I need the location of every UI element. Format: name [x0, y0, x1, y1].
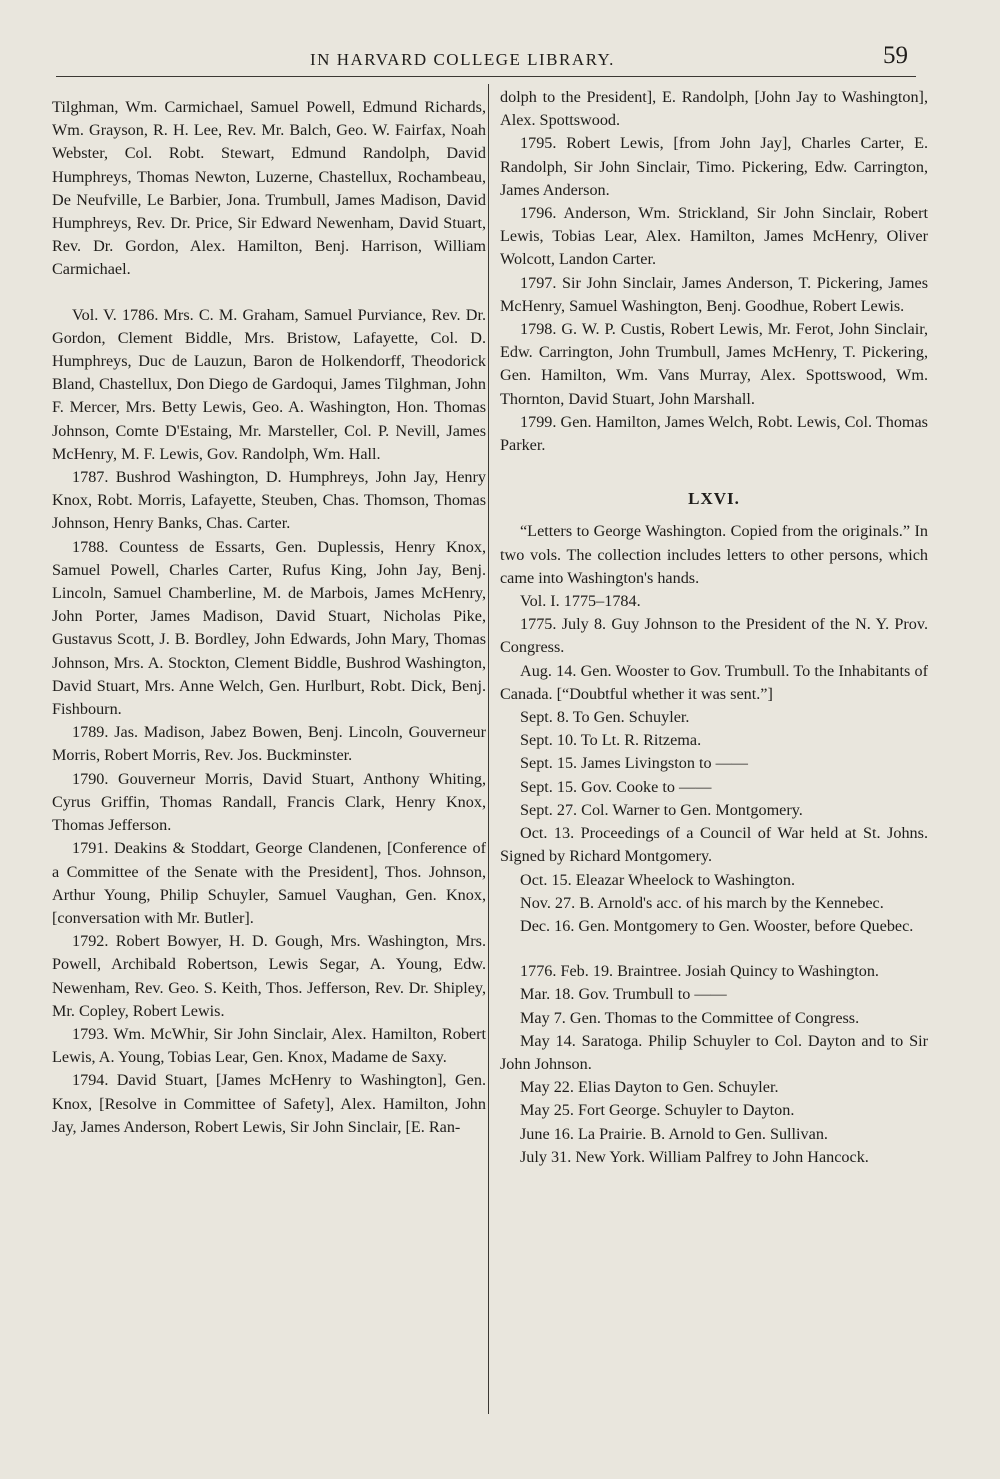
paragraph-1795: 1795. Robert Lewis, [from John Jay], Charles Carter, E. Randolph, Sir John Sinclair, Timo. Pickering, Edw. Carrington, James Anderson.: [500, 134, 928, 199]
entry: Aug. 14. Gen. Wooster to Gov. Trumbull. To the Inhabitants of Canada. [“Doubtful whether it was sent.”]: [500, 661, 928, 703]
column-divider: [488, 84, 489, 1414]
running-header: IN HARVARD COLLEGE LIBRARY.: [310, 50, 615, 69]
paragraph-1799: 1799. Gen. Hamilton, James Welch, Robt. Lewis, Col. Thomas Parker.: [500, 412, 928, 455]
entry: Dec. 16. Gen. Montgomery to Gen. Wooster, before Quebec.: [520, 916, 914, 935]
paragraph-1789: 1789. Jas. Madison, Jabez Bowen, Benj. Lincoln, Gouverneur Morris, Robert Morris, Rev. Jos. Buckminster.: [52, 723, 486, 765]
paragraph-1794: 1794. David Stuart, [James McHenry to Washington], Gen. Knox, [Resolve in Committee of Safety], Alex. Hamilton, John Jay, James Anderson, Robert Lewis, Sir John Sinclair, [E. Ran-: [52, 1071, 486, 1136]
paragraph-1797: 1797. Sir John Sinclair, James Anderson, T. Pickering, James McHenry, Samuel Washington, Benj. Goodhue, Robert Lewis.: [500, 273, 928, 315]
entry: July 31. New York. William Palfrey to John Hancock.: [520, 1147, 869, 1166]
header-rule: [56, 76, 916, 77]
paragraph-1791: 1791. Deakins & Stoddart, George Clandenen, [Conference of a Committee of the Senate with the President], Thos. Johnson, Arthur Young, Philip Schuyler, Samuel Vaughan, Gen. Knox, [conversation with Mr. Butler].: [52, 839, 486, 927]
entry: Sept. 15. Gov. Cooke to ——: [520, 777, 712, 796]
entry: June 16. La Prairie. B. Arnold to Gen. Sullivan.: [520, 1124, 828, 1143]
entry: Sept. 10. To Lt. R. Ritzema.: [520, 731, 702, 750]
paragraph-1798: 1798. G. W. P. Custis, Robert Lewis, Mr. Ferot, John Sinclair, Edw. Carrington, John Trumbull, James McHenry, T. Pickering, Gen. Hamilton, Wm. Vans Murray, Alex. Spottswood, Wm. Thornton, David Stuart, John Marshall.: [500, 320, 928, 408]
entry: Sept. 15. James Livingston to ——: [520, 754, 748, 773]
paragraph-vol-v: Vol. V. 1786. Mrs. C. M. Graham, Samuel Purviance, Rev. Dr. Gordon, Clement Biddle, Mrs. Bristow, Lafayette, Col. D. Humphreys, Duc de Lauzun, Baron de Holkendorff, Theodorick Bland, Chastellux, Don Diego de Gardoqui, James Tilghman, John F. Mercer, Mrs. Betty Lewis, Geo. A. Washington, Hon. Thomas Johnson, Comte D'Estaing, Mr. Marsteller, Col. P. Nevill, James McHenry, M. F. Lewis, Gov. Randolph, Wm. Hall.: [52, 305, 486, 463]
entry-1776: 1776. Feb. 19. Braintree. Josiah Quincy to Washington.: [520, 962, 879, 981]
paragraph: Tilghman, Wm. Carmichael, Samuel Powell, Edmund Richards, Wm. Grayson, R. H. Lee, Rev. Mr. Balch, Geo. W. Fairfax, Noah Webster, Col. Robt. Stewart, Edmund Randolph, David Humphreys, Thomas Newton, Luzerne, Chastellux, Rochambeau, De Neufville, Le Barbier, Jona. Trumbull, James Madison, David Humphreys, Rev. Dr. Price, Sir Edward Newenham, David Stuart, Rev. Dr. Gordon, Alex. Hamilton, Benj. Harrison, William Carmichael.: [52, 98, 486, 279]
entry: Mar. 18. Gov. Trumbull to ——: [520, 985, 727, 1004]
left-column: [52, 96, 486, 1139]
entry: Oct. 15. Eleazar Wheelock to Washington.: [520, 870, 795, 889]
paragraph-1788: 1788. Countess de Essarts, Gen. Duplessis, Henry Knox, Samuel Powell, Charles Carter, Rufus King, John Jay, Benj. Lincoln, Samuel Chamberline, M. de Marbois, James McHenry, John Porter, James Madison, David Stuart, Nicholas Pike, Gustavus Scott, J. B. Bordley, John Edwards, John Mary, Thomas Johnson, Mrs. A. Stockton, Clement Biddle, Bushrod Washington, David Stuart, Mrs. Anne Welch, Gen. Hurlburt, Robt. Dick, Benj. Fishbourn.: [52, 537, 486, 719]
paragraph-1793: 1793. Wm. McWhir, Sir John Sinclair, Alex. Hamilton, Robert Lewis, A. Young, Tobias Lear, Gen. Knox, Madame de Saxy.: [52, 1024, 486, 1067]
paragraph-1787: 1787. Bushrod Washington, D. Humphreys, John Jay, Henry Knox, Robt. Morris, Lafayette, Steuben, Chas. Thomson, Thomas Johnson, Henry Banks, Chas. Carter.: [52, 468, 486, 533]
paragraph-1796: 1796. Anderson, Wm. Strickland, Sir John Sinclair, Robert Lewis, Tobias Lear, Alex. Hamilton, James McHenry, Oliver Wolcott, Landon Carter.: [500, 204, 928, 269]
paragraph-continued: dolph to the President], E. Randolph, [John Jay to Washington], Alex. Spottswood.: [500, 88, 928, 130]
paragraph-1790: 1790. Gouverneur Morris, David Stuart, Anthony Whiting, Cyrus Griffin, Thomas Randall, Francis Clark, Henry Knox, Thomas Jefferson.: [52, 769, 486, 835]
entry: Oct. 13. Proceedings of a Council of War held at St. Johns. Signed by Richard Montgomery.: [500, 824, 928, 866]
entry: May 22. Elias Dayton to Gen. Schuyler.: [520, 1078, 779, 1097]
section-heading: LXVI.: [688, 489, 740, 509]
entry: Nov. 27. B. Arnold's acc. of his march by the Kennebec.: [520, 893, 884, 912]
paragraph-1792: 1792. Robert Bowyer, H. D. Gough, Mrs. Washington, Mrs. Powell, Archibald Robertson, Lewis Segar, A. Young, Edw. Newenham, Rev. Geo. S. Keith, Thos. Jefferson, Rev. Dr. Shipley, Mr. Copley, Robert Lewis.: [52, 932, 486, 1020]
page-number: 59: [883, 42, 908, 69]
entry: May 7. Gen. Thomas to the Committee of Congress.: [520, 1008, 860, 1027]
entry: Sept. 27. Col. Warner to Gen. Montgomery.: [520, 800, 803, 819]
entry: May 25. Fort George. Schuyler to Dayton.: [520, 1101, 795, 1120]
right-column: [500, 86, 928, 1169]
volume-label: Vol. I. 1775–1784.: [520, 592, 641, 611]
entry: Sept. 8. To Gen. Schuyler.: [520, 708, 690, 727]
section-intro: “Letters to George Washington. Copied from the originals.” In two vols. The collection includes letters to other persons, which came into Washington's hands.: [500, 522, 928, 587]
entry: May 14. Saratoga. Philip Schuyler to Col. Dayton and to Sir John Johnson.: [500, 1031, 928, 1073]
entry: 1775. July 8. Guy Johnson to the President of the N. Y. Prov. Congress.: [500, 615, 928, 657]
